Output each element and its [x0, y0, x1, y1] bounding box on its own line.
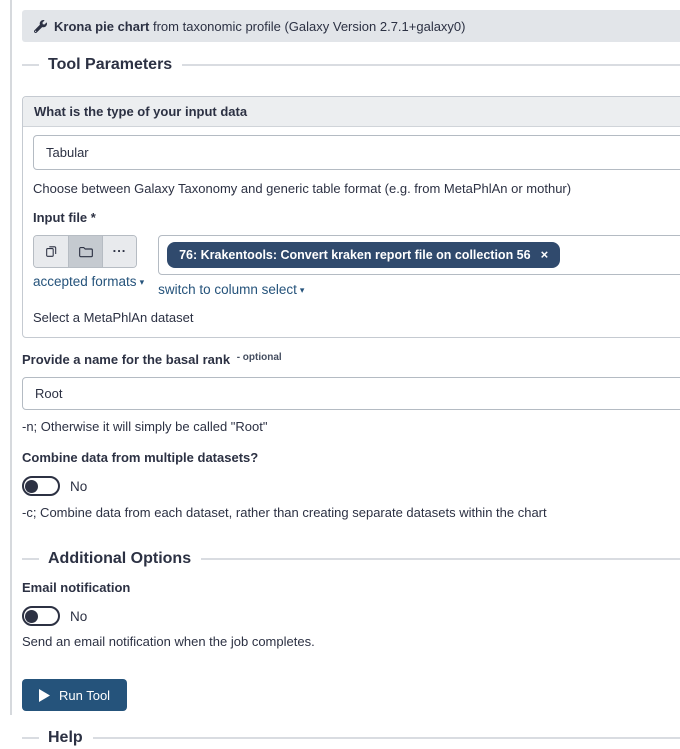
- email-toggle-value: No: [70, 608, 88, 624]
- combine-toggle[interactable]: [22, 476, 60, 496]
- dataset-multiselect-input[interactable]: [158, 235, 680, 275]
- panel-divider: [10, 0, 12, 715]
- tool-subtitle: from taxonomic profile (Galaxy Version 2.7.1+galaxy0): [152, 18, 466, 34]
- required-marker: *: [90, 210, 96, 225]
- input-type-card-header: [23, 97, 680, 127]
- section-heading-tool-parameters: [22, 54, 680, 76]
- tool-header-bar: [22, 10, 680, 42]
- switch-to-column-select-link[interactable]: switch to column select ▾: [158, 282, 305, 297]
- combine-help: -c; Combine data from each dataset, rather than creating separate datasets within the chart: [22, 505, 547, 520]
- optional-marker: - optional: [236, 352, 282, 363]
- combine-toggle-row: [22, 476, 680, 496]
- email-notification-toggle[interactable]: [22, 606, 60, 626]
- run-tool-button[interactable]: [22, 679, 127, 711]
- email-notification-label: Email notification: [22, 580, 131, 595]
- input-type-card: [22, 96, 680, 338]
- caret-down-icon: ▾: [139, 277, 145, 287]
- heading-rule-right: [93, 737, 680, 739]
- selected-dataset-tag: [167, 242, 560, 268]
- combine-datasets-label: Combine data from multiple datasets?: [22, 450, 259, 465]
- tool-name: Krona pie chart: [54, 18, 150, 34]
- tool-parameters-title: Tool Parameters: [48, 56, 173, 73]
- close-icon[interactable]: ×: [540, 247, 549, 262]
- section-heading-help: [22, 727, 680, 749]
- input-type-label: What is the type of your input data: [34, 104, 248, 119]
- dataset-collection-button[interactable]: [68, 236, 102, 267]
- tool-header-text: [54, 19, 466, 34]
- browse-datasets-button[interactable]: [102, 236, 136, 267]
- tool-form: [22, 0, 680, 749]
- input-file-buttons-column: [33, 235, 144, 289]
- input-type-card-body: [23, 127, 680, 337]
- input-type-select[interactable]: [33, 135, 680, 170]
- wrench-icon: [34, 20, 47, 33]
- email-help: Send an email notification when the job completes.: [22, 634, 315, 649]
- input-file-label: Input file *: [33, 210, 96, 225]
- caret-down-icon: ▾: [299, 285, 305, 295]
- email-toggle-row: [22, 606, 680, 626]
- help-title: Help: [48, 729, 83, 746]
- input-file-row: [33, 235, 680, 297]
- input-type-help: Choose between Galaxy Taxonomy and generic table format (e.g. from MetaPhlAn or mothur): [33, 181, 572, 196]
- heading-rule-left: [22, 737, 39, 739]
- heading-rule-right: [182, 64, 680, 66]
- copy-icon: [44, 244, 59, 259]
- dataset-source-button-group: [33, 235, 137, 268]
- heading-rule-left: [22, 64, 39, 66]
- basal-rank-input[interactable]: [22, 377, 680, 410]
- play-icon: [39, 689, 50, 702]
- additional-options-title: Additional Options: [48, 550, 192, 567]
- heading-rule-left: [22, 558, 39, 560]
- input-type-selected-value: Tabular: [46, 145, 89, 160]
- accepted-formats-link[interactable]: accepted formats ▾: [33, 274, 145, 289]
- basal-rank-help: -n; Otherwise it will simply be called "Root": [22, 419, 268, 434]
- folder-icon: [78, 245, 94, 259]
- ellipsis-icon: ...: [112, 240, 127, 255]
- multiple-datasets-button[interactable]: [34, 236, 68, 267]
- input-file-help: Select a MetaPhlAn dataset: [33, 310, 194, 325]
- section-heading-additional-options: [22, 548, 680, 570]
- selected-dataset-label: 76: Krakentools: Convert kraken report file on collection 56: [179, 248, 531, 262]
- run-tool-label: Run Tool: [59, 687, 111, 703]
- input-file-value-column: [158, 235, 680, 297]
- toggle-knob: [25, 610, 38, 623]
- basal-rank-label: Provide a name for the basal rank $^{- optional}$: [22, 352, 282, 367]
- combine-toggle-value: No: [70, 478, 88, 494]
- toggle-knob: [25, 480, 38, 493]
- heading-rule-right: [201, 558, 680, 560]
